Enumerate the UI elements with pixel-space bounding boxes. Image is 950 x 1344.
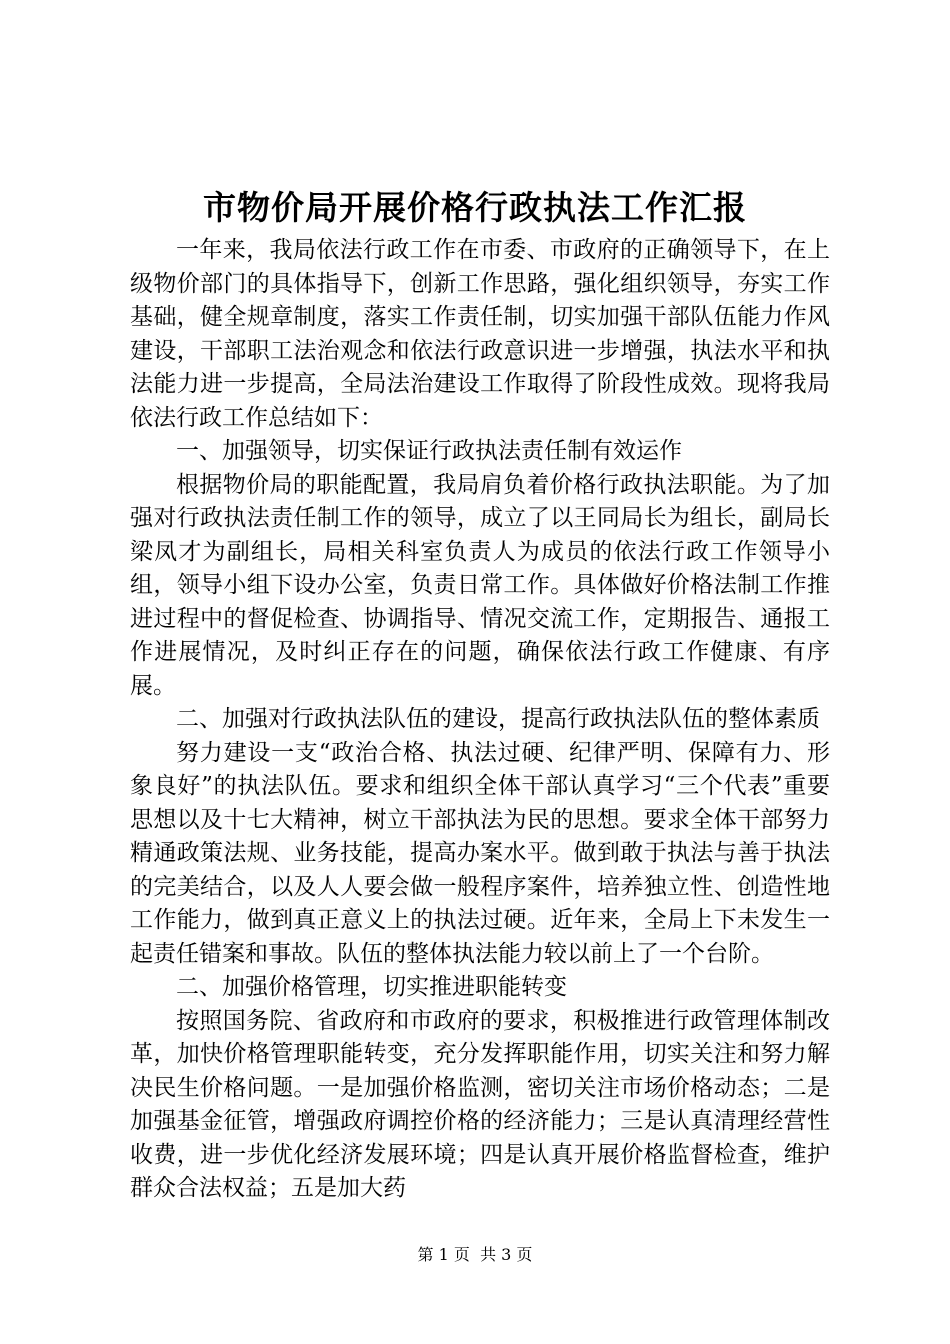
section-heading-2: 二、加强对行政执法队伍的建设，提高行政执法队伍的整体素质 xyxy=(176,706,820,732)
page-footer xyxy=(0,1244,950,1266)
paragraph-section-2: 努力建设一支“政治合格、执法过硬、纪律严明、保障有力、形象良好”的执法队伍。要求和组织全体干部认真学习“三个代表”重要思想以及十七大精神，树立干部执法为民的思想。要求全体干部努力精通政策法规、业务技能，提高办案水平。做到敢于执法与善于执法的完美结合，以及人人要会做一般程序案件，培养独立性、创造性地工作能力，做到真正意义上的执法过硬。近年来，全局上下未发生一起责任错案和事故。队伍的整体执法能力较以前上了一个台阶。 xyxy=(130,739,830,967)
section-heading-3: 二、加强价格管理，切实推进职能转变 xyxy=(176,974,567,1000)
paragraph-section-3: 按照国务院、省政府和市政府的要求，积极推进行政管理体制改革，加快价格管理职能转变，充分发挥职能作用，切实关注和努力解决民生价格问题。一是加强价格监测，密切关注市场价格动态；二是加强基金征管，增强政府调控价格的经济能力；三是认真清理经营性收费，进一步优化经济发展环境；四是认真开展价格监督检查，维护群众合法权益；五是加大药 xyxy=(130,1007,830,1201)
paragraph-intro: 一年来，我局依法行政工作在市委、市政府的正确领导下，在上级物价部门的具体指导下，创新工作思路，强化组织领导，夯实工作基础，健全规章制度，落实工作责任制，切实加强干部队伍能力作风建设，干部职工法治观念和依法行政意识进一步增强，执法水平和执法能力进一步提高，全局法治建设工作取得了阶段性成效。现将我局依法行政工作总结如下： xyxy=(130,237,830,431)
paragraph-section-1: 根据物价局的职能配置，我局肩负着价格行政执法职能。为了加强对行政执法责任制工作的领导，成立了以王同局长为组长，副局长梁凤才为副组长，局相关科室负责人为成员的依法行政工作领导小组，领导小组下设办公室，负责日常工作。具体做好价格法制工作推进过程中的督促检查、协调指导、情况交流工作，定期报告、通报工作进展情况，及时纠正存在的问题，确保依法行政工作健康、有序展。 xyxy=(130,471,830,699)
section-heading-1: 一、加强领导，切实保证行政执法责任制有效运作 xyxy=(176,438,682,464)
document-body xyxy=(130,234,830,1206)
document-title: 市物价局开展价格行政执法工作汇报 xyxy=(203,188,747,227)
page-number: 第 1 页 共 3 页 xyxy=(417,1245,533,1264)
